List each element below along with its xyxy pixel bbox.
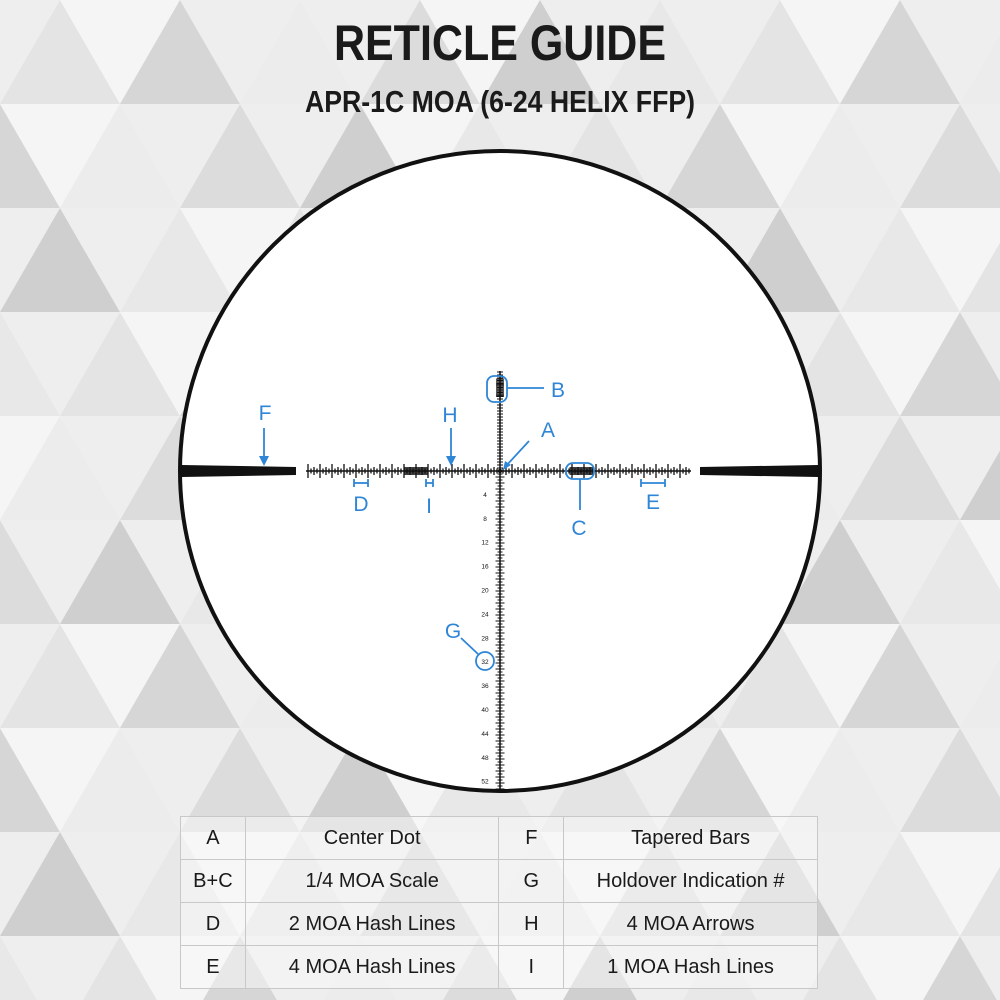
legend-description: 2 MOA Hash Lines [245, 903, 499, 946]
page-subtitle: APR-1C MOA (6-24 HELIX FFP) [304, 84, 696, 119]
page-title: RETICLE GUIDE [333, 15, 667, 71]
holdover-number: 8 [483, 515, 487, 523]
legend-code: E [181, 946, 246, 989]
legend-description: Holdover Indication # [564, 860, 818, 903]
legend-description: 1 MOA Hash Lines [564, 946, 818, 989]
holdover-number: 16 [481, 563, 489, 571]
legend-code: F [499, 817, 564, 860]
legend-body [181, 817, 818, 989]
legend-code: G [499, 860, 564, 903]
legend-description: 1/4 MOA Scale [245, 860, 499, 903]
legend-row [181, 860, 818, 903]
tapered-bar-right [700, 465, 818, 477]
callout-label-h: H [442, 404, 458, 427]
holdover-number: 24 [481, 611, 489, 619]
callout-label-c: C [571, 517, 587, 540]
holdover-number: 40 [481, 707, 489, 714]
holdover-number: 12 [481, 539, 489, 547]
legend-code: B+C [181, 860, 246, 903]
legend-row [181, 946, 818, 989]
holdover-number: 48 [481, 754, 489, 762]
center-dot [498, 469, 502, 473]
legend-code: A [181, 817, 246, 860]
legend-description: 4 MOA Arrows [564, 903, 818, 946]
callout-label-f: F [258, 402, 272, 425]
callout-label-e: E [645, 491, 661, 514]
holdover-number: 4 [483, 491, 487, 499]
legend-description: Center Dot [245, 817, 499, 860]
legend-code: H [499, 903, 564, 946]
holdover-number: 52 [481, 778, 489, 786]
callout-label-i: I [426, 495, 432, 518]
holdover-number: 28 [481, 635, 489, 643]
legend-description: Tapered Bars [564, 817, 818, 860]
holdover-number: 44 [481, 730, 489, 738]
tapered-bar-left [182, 465, 296, 477]
callout-label-d: D [353, 493, 369, 516]
holdover-number: 36 [481, 683, 489, 691]
callout-label-b: B [550, 379, 566, 402]
legend-table [180, 816, 818, 989]
legend-row [181, 817, 818, 860]
holdover-number: 20 [481, 587, 489, 595]
callout-label-g: G [444, 620, 462, 643]
legend-row [181, 903, 818, 946]
legend-code: D [181, 903, 246, 946]
holdover-number: 32 [481, 659, 489, 667]
legend-code: I [499, 946, 564, 989]
callout-label-a: A [540, 419, 556, 442]
legend-description: 4 MOA Hash Lines [245, 946, 499, 989]
